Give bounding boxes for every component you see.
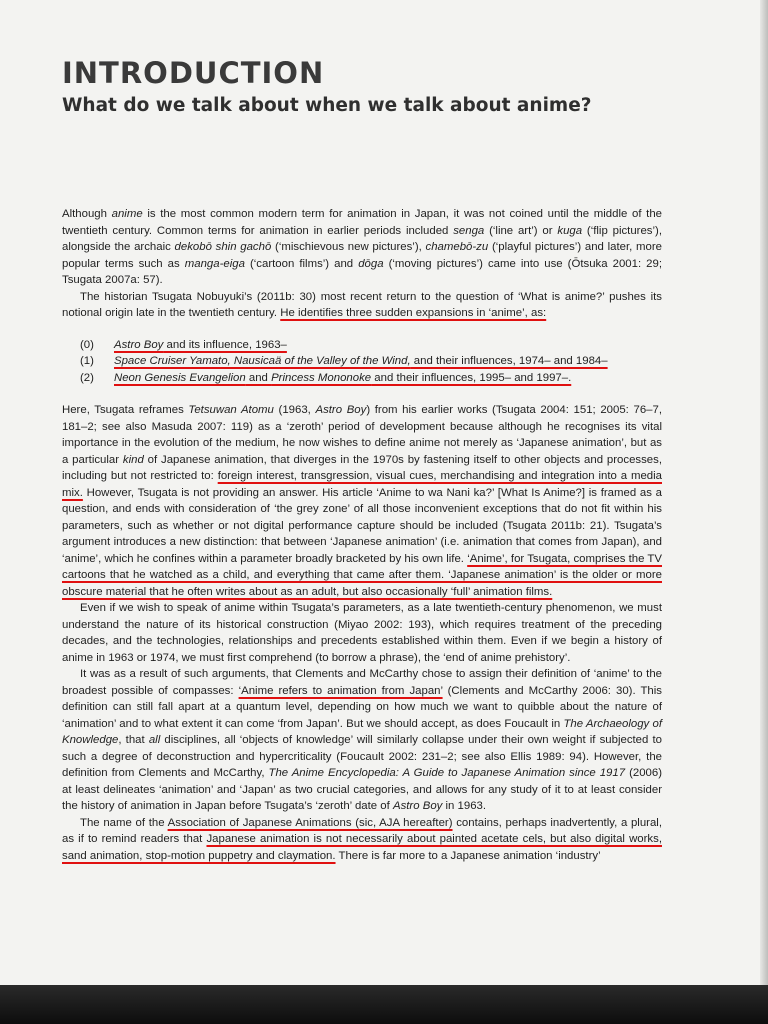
paragraph-4: Even if we wish to speak of anime within Tsugata’s parameters, as a late twentieth-century phenomenon, we must understand the nature of its historical construction (Miyao 2002: 193), which requires treatment of the preceding decades, and the technologies, relationships and precedents established within them. Even if we begin a history of anime in 1963 or 1974, we must first comprehend (to borrow a phrase), the ‘end of anime prehistory’. (62, 602, 662, 664)
underlined-passage: Japanese animation is not necessarily about painted acetate cels, but also digital works, sand animation, stop-motion puppetry and claymation. (62, 833, 662, 862)
text-run: contains, perhaps inadvertently, a plural, as if to remind readers that (62, 816, 662, 845)
text-run: (Clements and McCarthy 2006: 30). This definition can still fall apart at a quantum level, depending on how much we want to quibble about the nature of ‘animation’ and to what extent it can come ‘from Japan’. But we should accept, as does Foucault in (62, 684, 662, 730)
body-text (62, 206, 662, 864)
list-number: (2) (80, 371, 94, 384)
paragraph-6 (62, 815, 662, 865)
list-item (62, 353, 662, 370)
text-run: (‘mischievous new pictures’), (271, 241, 426, 253)
paragraph-5 (62, 666, 662, 815)
text-run: (1963, (273, 404, 316, 416)
italic-term: manga-eiga (184, 257, 245, 270)
text-run: in 1963. (442, 800, 487, 812)
italic-term: dōga (358, 257, 384, 270)
text-run: (‘flip pictures’), alongside the archaic (62, 224, 662, 253)
text-run: It was as a result of such arguments, that Clements and McCarthy chose to assign their definition of ‘anime’ to the broadest possible of compasses: (62, 668, 662, 697)
list-number: (0) (80, 338, 94, 351)
text-run: Here, Tsugata reframes (62, 404, 189, 416)
text-run: The name of the (80, 816, 168, 829)
text-run: (‘playful pictures’) and later, more popular terms such as (62, 241, 662, 270)
list-item (62, 337, 662, 354)
italic-term: kind (122, 453, 144, 466)
text-run: There is far more to a Japanese animation ‘industry’ (335, 849, 601, 862)
underlined-passage: Association of Japanese Animations (sic, AJA hereafter) (167, 816, 453, 829)
italic-title: Princess Mononoke (271, 371, 372, 384)
list-number: (1) (80, 355, 94, 367)
text-run: and its influence, 1963– (163, 338, 287, 351)
italic-title: The Archaeology of Knowledge (62, 717, 662, 746)
text-run: ) from his earlier works (Tsugata 2004: 151; 2005: 76–7, 181–2; see also Masuda 2007: 119) as a ‘zeroth’ period of development because although he recognises its vital importance in the evolution of the medium, he now wishes to define anime not merely as ‘Japanese animation’, but as a particular (62, 404, 662, 466)
text-run: (‘line art’) or (484, 224, 558, 237)
underlined-passage: ‘Anime’, for Tsugata, comprises the TV cartoons that he watched as a child, and everything that came after them. ‘Japanese animation’ is the older or more obscure material that he often writes about as an adult, but also occasionally ‘full’ animation films. (62, 552, 662, 598)
text-run: (‘cartoon films’) and (244, 257, 359, 270)
text-run: (‘moving pictures’) came into use (Ōtsuka 2001: 29; Tsugata 2007a: 57). (62, 257, 662, 286)
text-run: and their influences, 1974– and 1984– (410, 355, 608, 367)
text-run: , that (118, 734, 149, 746)
text-run: and (245, 371, 272, 384)
italic-term: anime (111, 208, 143, 220)
italic-term: chamebō-zu (425, 241, 489, 253)
italic-title: The Anime Encyclopedia: A Guide to Japanese Animation since 1917 (268, 767, 626, 779)
italic-term: dekobō shin gachō (174, 241, 272, 253)
italic-title: Neon Genesis Evangelion (114, 371, 246, 384)
scan-bottom-edge (0, 985, 768, 1024)
italic-term: all (148, 734, 161, 746)
italic-term: kuga (557, 224, 583, 237)
underlined-passage: foreign interest, transgression, visual cues, merchandising and integration into a media mix. (62, 470, 662, 499)
text-run: of Japanese animation, that diverges in the 1970s by fastening itself to other objects and processes, including but not restricted to: (62, 453, 662, 482)
list-item (62, 370, 662, 387)
text-run: Although (62, 208, 112, 220)
italic-title: Astro Boy (392, 800, 443, 812)
italic-title: Astro Boy (114, 338, 164, 351)
expansion-list (62, 337, 662, 387)
italic-term: senga (453, 224, 485, 237)
paragraph-1 (62, 206, 662, 289)
text-run: disciplines, all ‘objects of knowledge’ will similarly collapse under their own weight if subjected to such a degree of deconstruction and hypercriticality (Foucault 2002: 231–2; see also Ellis 1989: 94). However, the definition from Clements and McCarthy, (62, 734, 662, 779)
text-run: However, Tsugata is not providing an answer. His article ‘Anime to wa Nani ka?’ [What Is Anime?] is framed as a question, and ends with consideration of ‘the grey zone’ of all those inconvenient exceptions that do not fit within his parameters, such as whether or not digital performance capture should be included (Tsugata 2011b: 21). Tsugata’s argument introduces a new distinction: that between ‘Japanese animation’ (i.e. animation that comes from Japan), and ‘anime’, which he confines within a parameter broadly bracketed by his own life. (62, 486, 662, 565)
underlined-passage: He identifies three sudden expansions in ‘anime’, as: (280, 307, 547, 319)
chapter-title: INTRODUCTION (62, 56, 325, 90)
italic-title: Tetsuwan Atomu (188, 404, 274, 416)
chapter-subtitle: What do we talk about when we talk about anime? (62, 95, 592, 116)
text-run: is the most common modern term for animation in Japan, it was not coined until the middle of the twentieth century. Common terms for animation in earlier periods included (62, 208, 662, 237)
text-run: The historian Tsugata Nobuyuki’s (2011b: 30) most recent return to the question of ‘What is anime?’ pushes its notional origin late in the twentieth century. (62, 290, 662, 319)
page-edge-shadow (760, 0, 768, 985)
italic-title: Space Cruiser Yamato, Nausicaä of the Valley of the Wind, (114, 355, 411, 367)
underlined-passage: ‘Anime refers to animation from Japan’ (238, 684, 443, 697)
text-run: and their influences, 1995– and 1997–. (371, 371, 572, 384)
text-run: (2006) at least delineates ‘animation’ and ‘Japan’ as two crucial categories, and allows for any study of it to at least consider the history of animation in Japan before Tsugata’s ‘zeroth’ date of (62, 767, 662, 812)
paragraph-3 (62, 402, 662, 600)
paragraph-2 (62, 289, 662, 322)
italic-title: Astro Boy (315, 404, 367, 416)
